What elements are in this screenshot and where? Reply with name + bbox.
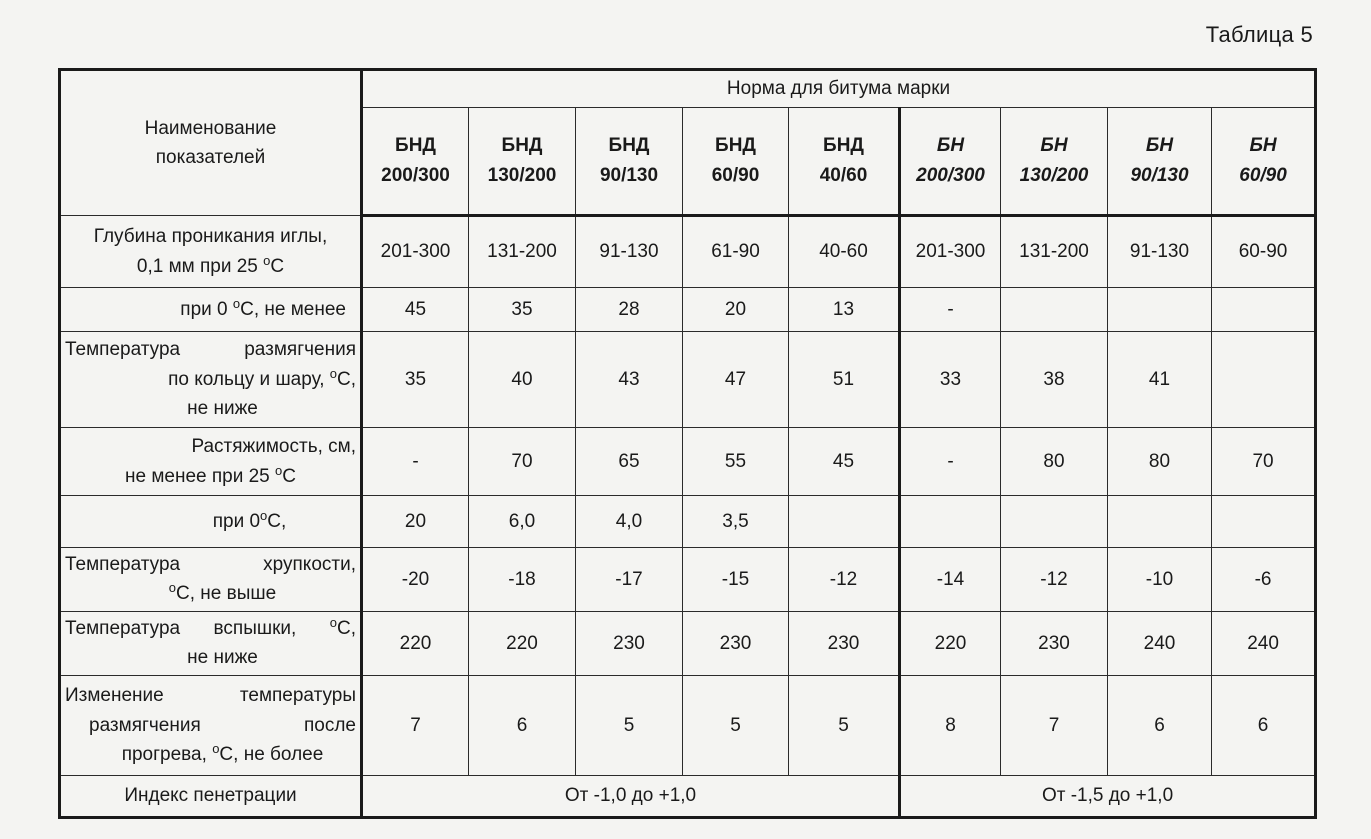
header-name-line-2: показателей: [155, 147, 266, 168]
table-cell: [900, 496, 1001, 548]
table-cell: 220: [469, 611, 576, 675]
table-row: [60, 611, 1316, 675]
table-cell: [1212, 496, 1316, 548]
table-cell: -18: [469, 548, 576, 612]
table-cell: -14: [900, 548, 1001, 612]
table-cell: 28: [576, 288, 683, 332]
table-cell: 33: [900, 332, 1001, 428]
grade-brand: БНД: [823, 134, 864, 156]
table-cell: 131-200: [469, 216, 576, 288]
row-label-line: при 0$^o$С,: [212, 507, 287, 532]
grade-cell: [683, 108, 789, 216]
row-label-line: не менее при 25 $^o$С: [124, 462, 296, 487]
table-cell: 55: [683, 428, 789, 496]
table-cell: [1108, 496, 1212, 548]
table-cell: -17: [576, 548, 683, 612]
table-cell: 80: [1001, 428, 1108, 496]
table-row: [60, 548, 1316, 612]
table-cell: [1001, 496, 1108, 548]
bitumen-norms-table: [58, 68, 1317, 819]
table-cell: 230: [683, 611, 789, 675]
row-label-line: не ниже: [187, 647, 258, 669]
table-cell: 45: [362, 288, 469, 332]
table-cell: 5: [789, 675, 900, 775]
row-label-line: не ниже: [187, 398, 258, 420]
grade-mark: 130/200: [487, 165, 557, 186]
table-cell: 5: [683, 675, 789, 775]
bn-penetration-range: От -1,5 до +1,0: [900, 775, 1316, 817]
table-cell: 230: [789, 611, 900, 675]
grade-cell: [1212, 108, 1316, 216]
row-label-line: 0,1 мм при 25 $^o$С: [136, 252, 285, 277]
row-label-line: $^o$С, не выше: [168, 580, 277, 605]
table-cell: 201-300: [362, 216, 469, 288]
table-cell: 65: [576, 428, 683, 496]
header-name-col: [60, 70, 362, 216]
table-row: [60, 675, 1316, 775]
grade-brand: БН: [936, 134, 965, 156]
table-cell: [1212, 288, 1316, 332]
grade-cell: [362, 108, 469, 216]
row-label: [60, 548, 362, 612]
table-cell: 3,5: [683, 496, 789, 548]
table-cell: 6,0: [469, 496, 576, 548]
table-cell: -: [900, 428, 1001, 496]
table-cell: -10: [1108, 548, 1212, 612]
header-name-line-1: Наименование: [144, 117, 277, 139]
table-cell: 91-130: [576, 216, 683, 288]
row-label: [60, 496, 362, 548]
row-label: [60, 216, 362, 288]
table-row: [60, 216, 1316, 288]
table-row: [60, 332, 1316, 428]
table-cell: -: [362, 428, 469, 496]
table-cell: 240: [1108, 611, 1212, 675]
grade-cell: [900, 108, 1001, 216]
table-row: [60, 775, 1316, 817]
grade-mark: 90/130: [599, 165, 659, 186]
table-cell: 70: [1212, 428, 1316, 496]
table-cell: 61-90: [683, 216, 789, 288]
table-cell: 20: [362, 496, 469, 548]
table-cell: 20: [683, 288, 789, 332]
row-label: [60, 675, 362, 775]
table-cell: 131-200: [1001, 216, 1108, 288]
grade-brand: БНД: [608, 134, 650, 156]
table-cell: 41: [1108, 332, 1212, 428]
row-label: Индекс пенетрации: [60, 775, 362, 817]
grade-cell: [576, 108, 683, 216]
table-cell: 35: [469, 288, 576, 332]
table-cell: 38: [1001, 332, 1108, 428]
grade-brand: БН: [1145, 134, 1174, 156]
table-row: [60, 288, 1316, 332]
row-label-line: Изменение температуры: [65, 685, 356, 707]
table-cell: [1001, 288, 1108, 332]
grade-mark: 90/130: [1130, 165, 1189, 186]
table-cell: 220: [362, 611, 469, 675]
table-cell: -: [900, 288, 1001, 332]
grade-mark: 200/300: [916, 165, 985, 186]
table-cell: 8: [900, 675, 1001, 775]
grade-mark: 130/200: [1019, 165, 1089, 186]
table-cell: 60-90: [1212, 216, 1316, 288]
table-cell: 201-300: [900, 216, 1001, 288]
table-cell: [1212, 332, 1316, 428]
row-label-line: Глубина проникания иглы,: [93, 226, 328, 248]
bnd-penetration-range: От -1,0 до +1,0: [362, 775, 900, 817]
table-row: [60, 496, 1316, 548]
row-label-line: Температура хрупкости,: [65, 554, 356, 575]
grade-brand: БНД: [715, 134, 756, 156]
table-cell: 40-60: [789, 216, 900, 288]
grade-mark: 200/300: [381, 165, 450, 186]
table-cell: -15: [683, 548, 789, 612]
row-label: [60, 611, 362, 675]
grade-mark: 40/60: [819, 165, 868, 186]
row-label: [60, 288, 362, 332]
grade-brand: БН: [1249, 134, 1277, 156]
row-label-line: Температура вспышки, $^o$С,: [65, 614, 356, 639]
grade-brand: БНД: [501, 134, 543, 156]
row-label-line: Температура размягчения: [65, 339, 356, 361]
table-cell: 40: [469, 332, 576, 428]
table-cell: 70: [469, 428, 576, 496]
table-cell: 45: [789, 428, 900, 496]
table-cell: 13: [789, 288, 900, 332]
row-label: [60, 332, 362, 428]
row-label-line: Растяжимость, см,: [191, 436, 356, 458]
table-cell: 5: [576, 675, 683, 775]
table-caption: Таблица 5: [1205, 22, 1313, 47]
grade-cell: [1108, 108, 1212, 216]
row-label-line: размягчения после: [89, 714, 356, 736]
table-cell: 220: [900, 611, 1001, 675]
row-label-line: при 0 $^o$С, не менее: [180, 295, 346, 320]
table-cell: [1108, 288, 1212, 332]
header-norm: Норма для битума марки: [362, 70, 1316, 108]
table-cell: 230: [1001, 611, 1108, 675]
table-cell: 230: [576, 611, 683, 675]
table-cell: 240: [1212, 611, 1316, 675]
table-cell: 47: [683, 332, 789, 428]
table-cell: 6: [469, 675, 576, 775]
grade-mark: 60/90: [711, 165, 760, 186]
table-cell: -20: [362, 548, 469, 612]
row-label: [60, 428, 362, 496]
table-cell: 91-130: [1108, 216, 1212, 288]
table-cell: 80: [1108, 428, 1212, 496]
table-cell: 7: [362, 675, 469, 775]
grade-brand: БН: [1040, 134, 1068, 156]
table-cell: 43: [576, 332, 683, 428]
table-cell: -6: [1212, 548, 1316, 612]
table-cell: -12: [789, 548, 900, 612]
grade-cell: [469, 108, 576, 216]
row-label-line: по кольцу и шару, $^o$С,: [168, 365, 356, 390]
table-cell: -12: [1001, 548, 1108, 612]
grade-cell: [789, 108, 900, 216]
table-cell: 4,0: [576, 496, 683, 548]
table-cell: 6: [1212, 675, 1316, 775]
grade-brand: БНД: [395, 134, 436, 156]
table-row: [60, 428, 1316, 496]
table-cell: 6: [1108, 675, 1212, 775]
grade-mark: 60/90: [1239, 165, 1287, 186]
table-cell: 7: [1001, 675, 1108, 775]
table-cell: [789, 496, 900, 548]
table-cell: 51: [789, 332, 900, 428]
table-cell: 35: [362, 332, 469, 428]
row-label-line: прогрева, $^o$С, не более: [121, 741, 324, 766]
grade-cell: [1001, 108, 1108, 216]
